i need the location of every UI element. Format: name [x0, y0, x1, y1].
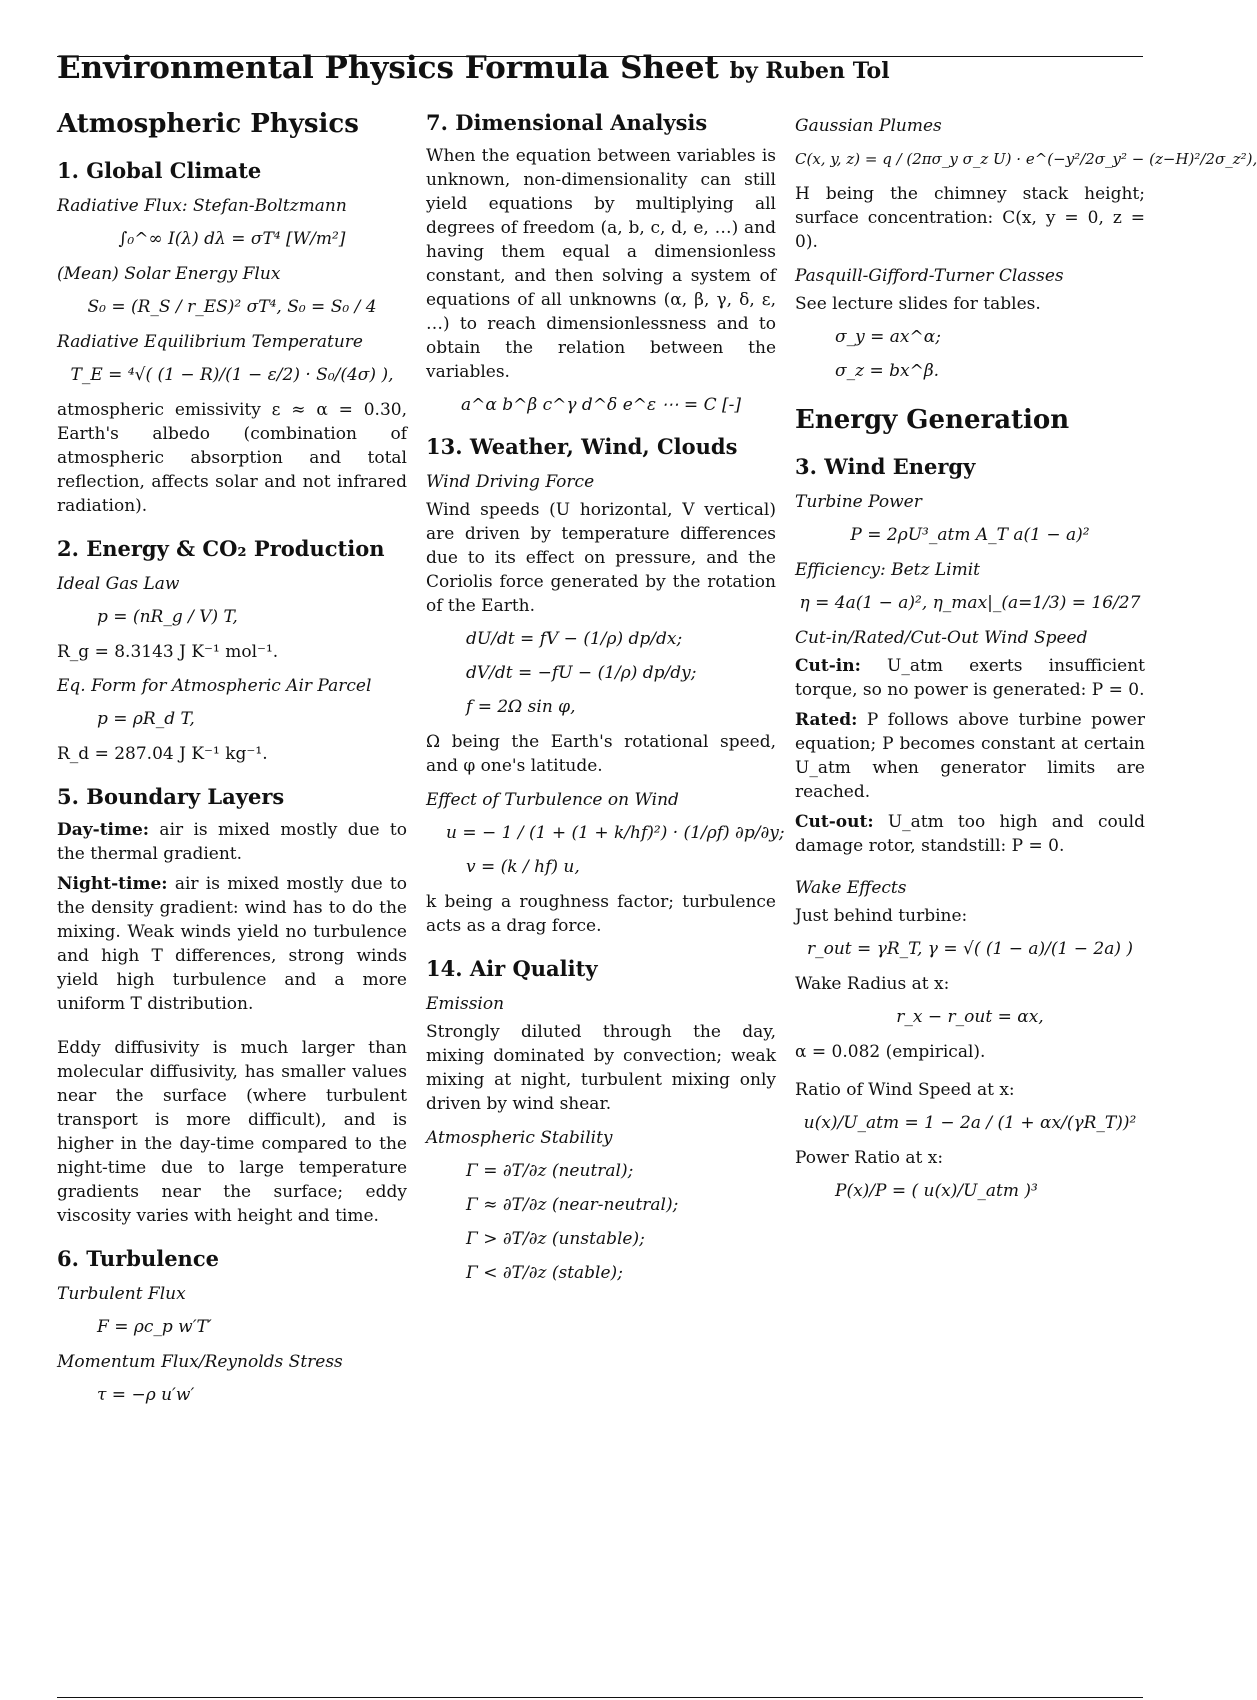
- body-text: See lecture slides for tables.: [795, 294, 1041, 314]
- equation: p = (nR_g / V) T,: [97, 607, 238, 627]
- equation: S₀ = (R_S / r_ES)² σT⁴, S₀ = S₀ / 4: [87, 297, 377, 317]
- body-text: [795, 654, 1145, 702]
- subsection-heading: 5. Boundary Layers: [57, 784, 285, 809]
- body-text: [57, 872, 407, 1016]
- equation: r_x − r_out = αx,: [896, 1007, 1044, 1027]
- formula-label: Gaussian Plumes: [795, 116, 942, 136]
- body-text: k being a roughness factor; turbulence acts as a drag force.: [426, 892, 776, 936]
- equation: ∫₀^∞ I(λ) dλ = σT⁴ [W/m²]: [118, 229, 346, 249]
- body-text: Wind speeds (U horizontal, V vertical) are driven by temperature differences due to its effect on pressure, and the Coriolis force generated by the rotation of the Earth.: [426, 500, 776, 616]
- term-text: P follows above turbine power equation; P becomes constant at certain U_atm when generator limits are reached.: [795, 710, 1145, 802]
- subsection-heading: 3. Wind Energy: [795, 454, 976, 479]
- equation: u = − 1 / (1 + (1 + k/hf)²) · (1/ρf) ∂p/∂y;: [446, 823, 785, 843]
- body-text: [795, 810, 1145, 858]
- body-text: Ω being the Earth's rotational speed, and φ one's latitude.: [426, 732, 776, 776]
- body-text: [795, 708, 1145, 804]
- formula-label: Radiative Flux: Stefan-Boltzmann: [57, 196, 347, 216]
- formula-label: Emission: [426, 994, 505, 1014]
- formula-label: Turbine Power: [795, 492, 922, 512]
- body-text: Strongly diluted through the day, mixing dominated by convection; weak mixing at night, turbulent mixing only driven by wind shear.: [426, 1022, 776, 1114]
- equation: σ_y = ax^α;: [835, 327, 941, 347]
- body-text: R_d = 287.04 J K⁻¹ kg⁻¹.: [57, 744, 268, 764]
- body-text: [57, 818, 407, 866]
- equation: a^α b^β c^γ d^δ e^ε ⋯ = C [-]: [460, 395, 742, 415]
- equation: p = ρR_d T,: [97, 709, 195, 729]
- formula-label: (Mean) Solar Energy Flux: [57, 264, 281, 284]
- author-text: by Ruben Tol: [729, 58, 890, 84]
- equation: f = 2Ω sin φ,: [466, 697, 576, 717]
- equation: r_out = γR_T, γ = √( (1 − a)/(1 − 2a) ): [807, 939, 1133, 959]
- subsection-heading: 1. Global Climate: [57, 158, 262, 183]
- top-rule: [57, 56, 1143, 57]
- equation: Γ = ∂T/∂z (neutral);: [466, 1161, 634, 1181]
- formula-label: Effect of Turbulence on Wind: [426, 790, 679, 810]
- formula-label: Turbulent Flux: [57, 1284, 186, 1304]
- body-text: R_g = 8.3143 J K⁻¹ mol⁻¹.: [57, 642, 279, 662]
- subsection-heading: 7. Dimensional Analysis: [426, 110, 708, 135]
- equation: P(x)/P = ( u(x)/U_atm )³: [835, 1181, 1038, 1201]
- equation: dU/dt = fV − (1/ρ) dp/dx;: [466, 629, 683, 649]
- column-2: [426, 108, 785, 1296]
- equation: P = 2ρU³_atm A_T a(1 − a)²: [850, 525, 1090, 545]
- column-3: [795, 108, 1257, 1214]
- equation: σ_z = bx^β.: [835, 361, 940, 381]
- formula-label: Eq. Form for Atmospheric Air Parcel: [57, 676, 372, 696]
- term-bold: Night-time:: [57, 874, 168, 894]
- term-text: air is mixed mostly due to the thermal gradient.: [57, 820, 407, 864]
- term-bold: Cut-out:: [795, 812, 874, 832]
- term-bold: Day-time:: [57, 820, 150, 840]
- body-text: atmospheric emissivity ε ≈ α = 0.30, Earth's albedo (combination of atmospheric absorption and total reflection, affects solar and not infrared radiation).: [57, 400, 407, 516]
- formula-label: Pasquill-Gifford-Turner Classes: [795, 266, 1064, 286]
- subsection-heading: 6. Turbulence: [57, 1246, 219, 1271]
- subsection-heading: 2. Energy & CO₂ Production: [57, 536, 385, 561]
- term-bold: Rated:: [795, 710, 858, 730]
- formula-label: Wind Driving Force: [426, 472, 595, 492]
- formula-label: Cut-in/Rated/Cut-Out Wind Speed: [795, 628, 1088, 648]
- section-heading: Energy Generation: [795, 405, 1070, 435]
- bottom-rule: [57, 1697, 1143, 1698]
- term-text: air is mixed mostly due to the density gradient: wind has to do the mixing. Weak winds yield no turbulence and high T differences, strong winds yield high turbulence and a more uniform T distribution.: [57, 874, 407, 1014]
- equation: u(x)/U_atm = 1 − 2a / (1 + αx/(γR_T))²: [803, 1113, 1137, 1133]
- equation: Γ ≈ ∂T/∂z (near-neutral);: [466, 1195, 679, 1215]
- equation: τ = −ρ u′w′: [97, 1385, 195, 1405]
- body-text: Wake Radius at x:: [795, 974, 950, 994]
- body-text: Ratio of Wind Speed at x:: [795, 1080, 1015, 1100]
- formula-label: Atmospheric Stability: [426, 1128, 613, 1148]
- body-text: α = 0.082 (empirical).: [795, 1042, 986, 1062]
- subsection-heading: 13. Weather, Wind, Clouds: [426, 434, 738, 459]
- formula-label: Radiative Equilibrium Temperature: [57, 332, 363, 352]
- body-text: Just behind turbine:: [795, 906, 968, 926]
- formula-label: Ideal Gas Law: [57, 574, 180, 594]
- body-text: H being the chimney stack height; surface concentration: C(x, y = 0, z = 0).: [795, 184, 1145, 252]
- term-bold: Cut-in:: [795, 656, 861, 676]
- equation: v = (k / hf) u,: [466, 857, 580, 877]
- formula-label: Momentum Flux/Reynolds Stress: [57, 1352, 343, 1372]
- body-text: Eddy diffusivity is much larger than molecular diffusivity, has smaller values near the surface (where turbulent transport is more difficult), and is higher in the day-time compared to the night-time due to large temperature gradients near the surface; eddy viscosity varies with height and time.: [57, 1038, 407, 1226]
- equation: Γ < ∂T/∂z (stable);: [466, 1263, 623, 1283]
- subsection-heading: 14. Air Quality: [426, 956, 598, 981]
- term-text: U_atm too high and could damage rotor, standstill: P = 0.: [795, 812, 1145, 856]
- term-text: U_atm exerts insufficient torque, so no power is generated: P = 0.: [795, 656, 1145, 700]
- formula-label: Efficiency: Betz Limit: [795, 560, 980, 580]
- body-text: When the equation between variables is unknown, non-dimensionality can still yield equations by multiplying all degrees of freedom (a, b, c, d, e, …) and having them equal a dimensionless constant, and then solving a system of equations of all unknowns (α, β, γ, δ, ε, …) to reach dimensionlessness and to obtain the relation between the variables.: [426, 146, 776, 382]
- column-1: [57, 108, 407, 1418]
- equation: η = 4a(1 − a)², η_max|_(a=1/3) = 16/27: [799, 593, 1141, 613]
- body-text: Power Ratio at x:: [795, 1148, 944, 1168]
- equation: C(x, y, z) = q / (2πσ_y σ_z U) · e^(−y²/2σ_y² − (z−H)²/2σ_z²),: [795, 150, 1257, 168]
- section-heading: Atmospheric Physics: [57, 109, 359, 139]
- equation: Γ > ∂T/∂z (unstable);: [466, 1229, 645, 1249]
- title-text: Environmental Physics Formula Sheet: [57, 50, 719, 86]
- equation: F = ρc_p w′T′: [97, 1317, 212, 1337]
- formula-label: Wake Effects: [795, 878, 907, 898]
- equation: T_E = ⁴√( (1 − R)/(1 − ε/2) · S₀/(4σ) ),: [70, 365, 394, 385]
- equation: dV/dt = −fU − (1/ρ) dp/dy;: [466, 663, 697, 683]
